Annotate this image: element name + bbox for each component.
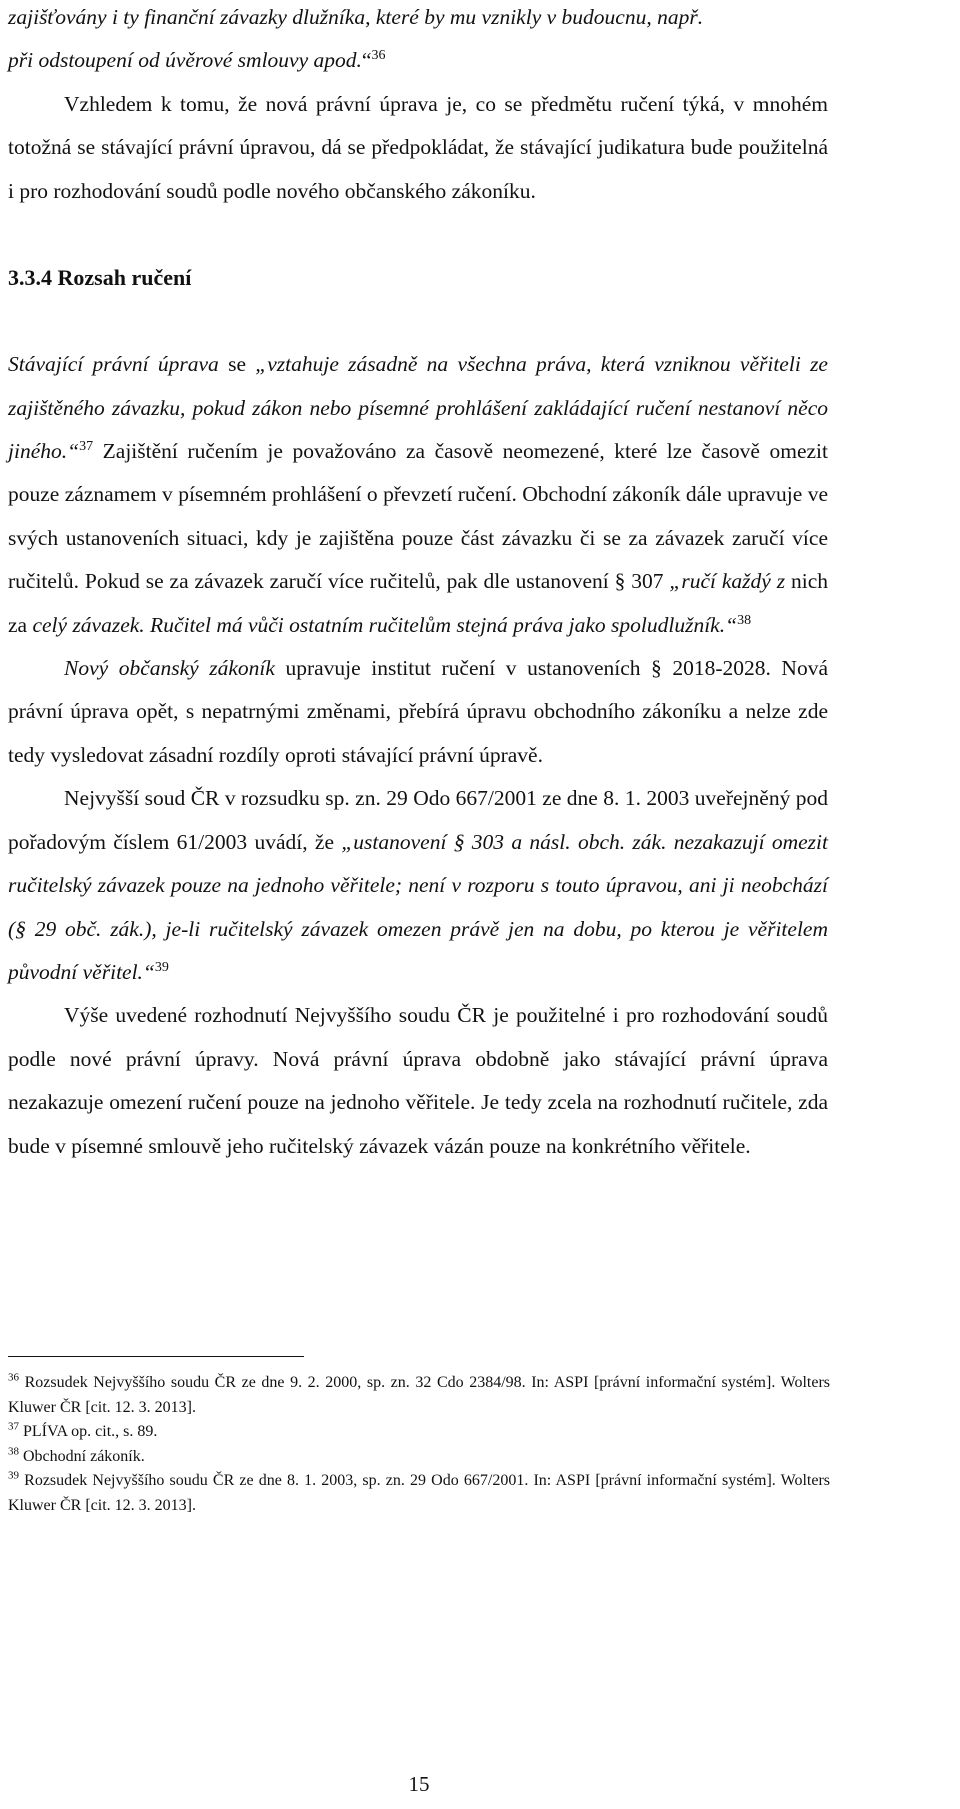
court-quote: „ustanovení § 303 a násl. obch. zák. nezakazují omezit ručitelský závazek pouze na jednoho věřitele; není v rozporu s touto úpravou, ani ji neobchází (§ 29 obč. zák.), je-li ručitelský závazek omezen právě jen na dobu, po kterou je věřitelem původní věřitel.“ [8,829,828,984]
footnote-36 [8,1371,830,1420]
scope-quote-2: „ručí každý z [669,569,786,594]
footnote-separator [8,1356,304,1357]
fragment-line-1: zajišťovány i ty finanční závazky dlužníka, které by mu vznikly v budoucnu, např. [8,5,704,29]
footnote-37 [8,1420,830,1445]
scope-se: se [218,352,256,377]
court-text: Nejvyšší soud ČR v rozsudku sp. zn. 29 Odo 667/2001 ze dne 8. 1. 2003 uveřejněný pod pořadovým číslem 61/2003 uvádí, že [8,786,828,854]
footnote-text: Obchodní zákoník. [19,1447,145,1465]
paragraph-intro: Vzhledem k tomu, že nová právní úprava je, co se předmětu ručení týká, v mnohém totožná se stávající právní úpravou, dá se předpokládat, že stávající judikatura bude použitelná i pro rozhodování soudů podle nového občanského zákoníku. [8,91,828,203]
footnote-ref-38: 38 [737,612,752,628]
noz-text: upravuje institut ručení v ustanoveních § 2018-2028. Nová právní úprava opět, s nepatrnými změnami, přebírá úpravu obchodního zákoníku a nelze zde tedy vysledovat zásadní rozdíly oproti stávající právní úpravě. [8,656,828,767]
spacer [8,213,828,256]
footnote-number: 37 [8,1420,19,1433]
paragraph-conclusion: Výše uvedené rozhodnutí Nejvyššího soudu ČR je použitelné i pro rozhodování soudů podle nové právní úpravy. Nová právní úprava obdobně jako stávající právní úprava nezakazuje omezení ručení pouze na jednoho věřitele. Je tedy zcela na rozhodnutí ručitele, zda bude v písemné smlouvě jeho ručitelský závazek vázán pouze na konkrétního věřitele. [8,1003,828,1158]
spacer [8,300,828,343]
scope-quote-3: celý závazek. Ručitel má vůči ostatním ručitelům stejná práva jako spoludlužník.“ [32,612,738,637]
footnote-number: 39 [8,1470,19,1483]
paragraph-scope [8,343,828,647]
footnotes [8,1371,830,1519]
footnote-text: PLÍVA op. cit., s. 89. [19,1423,158,1441]
footnote-38 [8,1445,830,1470]
footnote-number: 38 [8,1445,19,1458]
scope-text-2: nich za [8,569,828,637]
footnote-ref-36: 36 [371,48,386,64]
paragraph-noz [8,647,828,777]
footnote-number: 36 [8,1371,19,1384]
paragraph-court [8,777,828,994]
noz-italic: Nový občanský zákoník [64,656,275,681]
closing-quote: “ [361,48,372,73]
fragment-top [8,0,828,83]
footnote-ref-39: 39 [154,959,169,975]
footnote-text: Rozsudek Nejvyššího soudu ČR ze dne 9. 2. 2000, sp. zn. 32 Cdo 2384/98. In: ASPI [právní informační systém]. Wolters Kluwer ČR [cit. 12. 3. 2013]. [8,1374,830,1416]
scope-quote: „vztahuje zásadně na všechna práva, která vzniknou věřiteli ze zajištěného závazku, pokud zákon nebo písemné prohlášení zakládající ručení nestanoví něco jiného.“ [8,352,828,464]
section-heading: 3.3.4 Rozsah ručení [8,265,192,291]
body-text [8,0,828,1168]
footnote-39 [8,1469,830,1518]
footnote-ref-37: 37 [79,438,94,454]
scope-lead: Stávající právní úprava [8,352,219,377]
fragment-line-2: při odstoupení od úvěrové smlouvy apod. [8,48,362,73]
page-number: 15 [408,1772,430,1796]
scope-text-1: Zajištění ručením je považováno za časově neomezené, které lze časově omezit pouze záznamem v písemném prohlášení o převzetí ručení. Obchodní zákoník dále upravuje ve svých ustanoveních situaci, kdy je zajištěna pouze část závazku či se za závazek zaručí více ručitelů. Pokud se za závazek zaručí více ručitelů, pak dle ustanovení § 307 [8,439,828,594]
footnote-text: Rozsudek Nejvyššího soudu ČR ze dne 8. 1. 2003, sp. zn. 29 Odo 667/2001. In: ASPI [právní informační systém]. Wolters Kluwer ČR [cit. 12. 3. 2013]. [8,1472,830,1514]
